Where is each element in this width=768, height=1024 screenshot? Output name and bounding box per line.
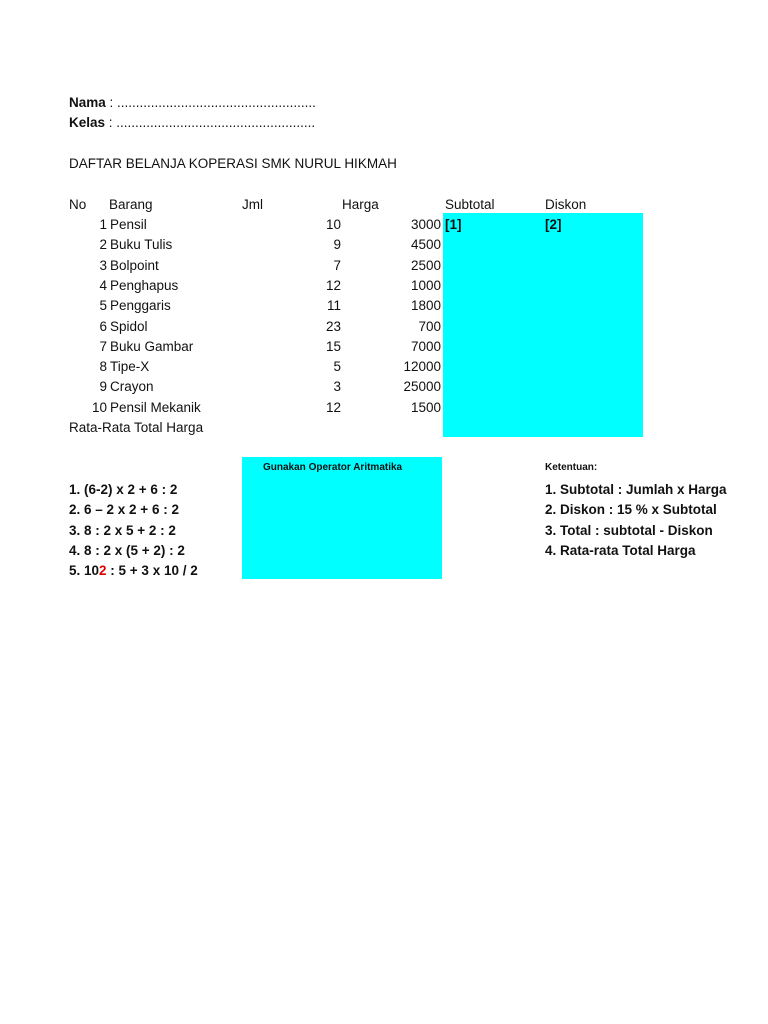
row-jml: 10 [325, 217, 341, 232]
row-no: 7 [99, 338, 107, 354]
row-harga: 3000 [410, 217, 441, 232]
col-header-harga: Harga [342, 197, 379, 212]
subtotal-marker: [1] [445, 217, 462, 232]
exercise-item: 2. 6 – 2 x 2 + 6 : 2 [69, 502, 179, 518]
row-barang: Tipe-X [110, 359, 150, 375]
row-no: 5 [99, 298, 107, 314]
ketentuan-item: 4. Rata-rata Total Harga [545, 542, 696, 558]
kelas-line [69, 114, 315, 132]
row-barang: Bolpoint [110, 257, 159, 273]
col-header-jml: Jml [242, 197, 263, 212]
row-no: 3 [99, 257, 107, 273]
col-header-diskon: Diskon [545, 197, 587, 212]
page-title: DAFTAR BELANJA KOPERASI SMK NURUL HIKMAH [69, 156, 397, 171]
row-no: 9 [99, 379, 107, 395]
row-barang: Crayon [110, 379, 154, 395]
row-no: 8 [99, 359, 107, 375]
kelas-dots: : ..................................................... [105, 115, 316, 130]
row-barang: Buku Tulis [110, 237, 173, 253]
ketentuan-item: 1. Subtotal : Jumlah x Harga [545, 482, 727, 497]
exercise-item: 4. 8 : 2 x (5 + 2) : 2 [69, 542, 185, 558]
col-header-no: No [69, 197, 87, 212]
row-barang: Buku Gambar [110, 338, 194, 354]
row-jml: 12 [325, 277, 341, 293]
col-header-barang: Barang [109, 197, 153, 212]
ketentuan-item: 3. Total : subtotal - Diskon [545, 522, 713, 538]
exercise-5-suffix: : 5 + 3 x 10 / 2 [106, 563, 198, 579]
row-jml: 12 [325, 399, 341, 415]
row-barang: Penggaris [110, 298, 171, 314]
row-jml: 7 [333, 257, 341, 273]
operator-box-title: Gunakan Operator Aritmatika [263, 462, 403, 473]
row-no: 6 [99, 318, 107, 334]
nama-dots: : ..................................................... [105, 95, 316, 110]
average-total-label: Rata-Rata Total Harga [69, 420, 204, 435]
exercise-item: 3. 8 : 2 x 5 + 2 : 2 [69, 522, 176, 538]
exercise-item: 1. (6-2) x 2 + 6 : 2 [69, 482, 178, 497]
nama-label: Nama [69, 95, 106, 110]
ketentuan-list [545, 480, 727, 562]
diskon-marker: [2] [545, 217, 562, 232]
ketentuan-item: 2. Diskon : 15 % x Subtotal [545, 502, 717, 518]
row-no: 4 [99, 277, 107, 293]
exercise-5-red-digit: 2 [99, 563, 107, 579]
row-jml: 5 [333, 359, 341, 375]
row-barang: Pensil Mekanik [110, 399, 201, 415]
row-no: 10 [91, 399, 107, 415]
row-harga: 12000 [403, 359, 441, 375]
row-harga: 700 [418, 318, 441, 334]
row-barang: Spidol [110, 318, 148, 334]
row-jml: 15 [325, 338, 341, 354]
row-harga: 7000 [410, 338, 441, 354]
row-jml: 9 [333, 237, 341, 253]
row-harga: 1500 [410, 399, 441, 415]
exercise-5-prefix: 5. 10 [69, 563, 100, 579]
row-jml: 3 [333, 379, 341, 395]
answer-area-table[interactable] [443, 213, 643, 437]
answer-area-operators[interactable] [242, 457, 442, 579]
ketentuan-title: Ketentuan: [545, 462, 598, 473]
row-jml: 23 [325, 318, 341, 334]
exercise-item-5 [69, 562, 198, 580]
row-barang: Pensil [110, 217, 147, 232]
row-harga: 25000 [403, 379, 441, 395]
row-barang: Penghapus [110, 277, 179, 293]
row-harga: 1000 [410, 277, 441, 293]
nama-line [69, 94, 316, 112]
row-no: 1 [99, 217, 107, 232]
row-no: 2 [99, 237, 107, 253]
row-harga: 1800 [410, 298, 441, 314]
row-jml: 11 [326, 298, 341, 314]
row-harga: 4500 [410, 237, 441, 253]
row-harga: 2500 [410, 257, 441, 273]
col-header-subtotal: Subtotal [445, 197, 495, 212]
kelas-label: Kelas [69, 115, 106, 130]
